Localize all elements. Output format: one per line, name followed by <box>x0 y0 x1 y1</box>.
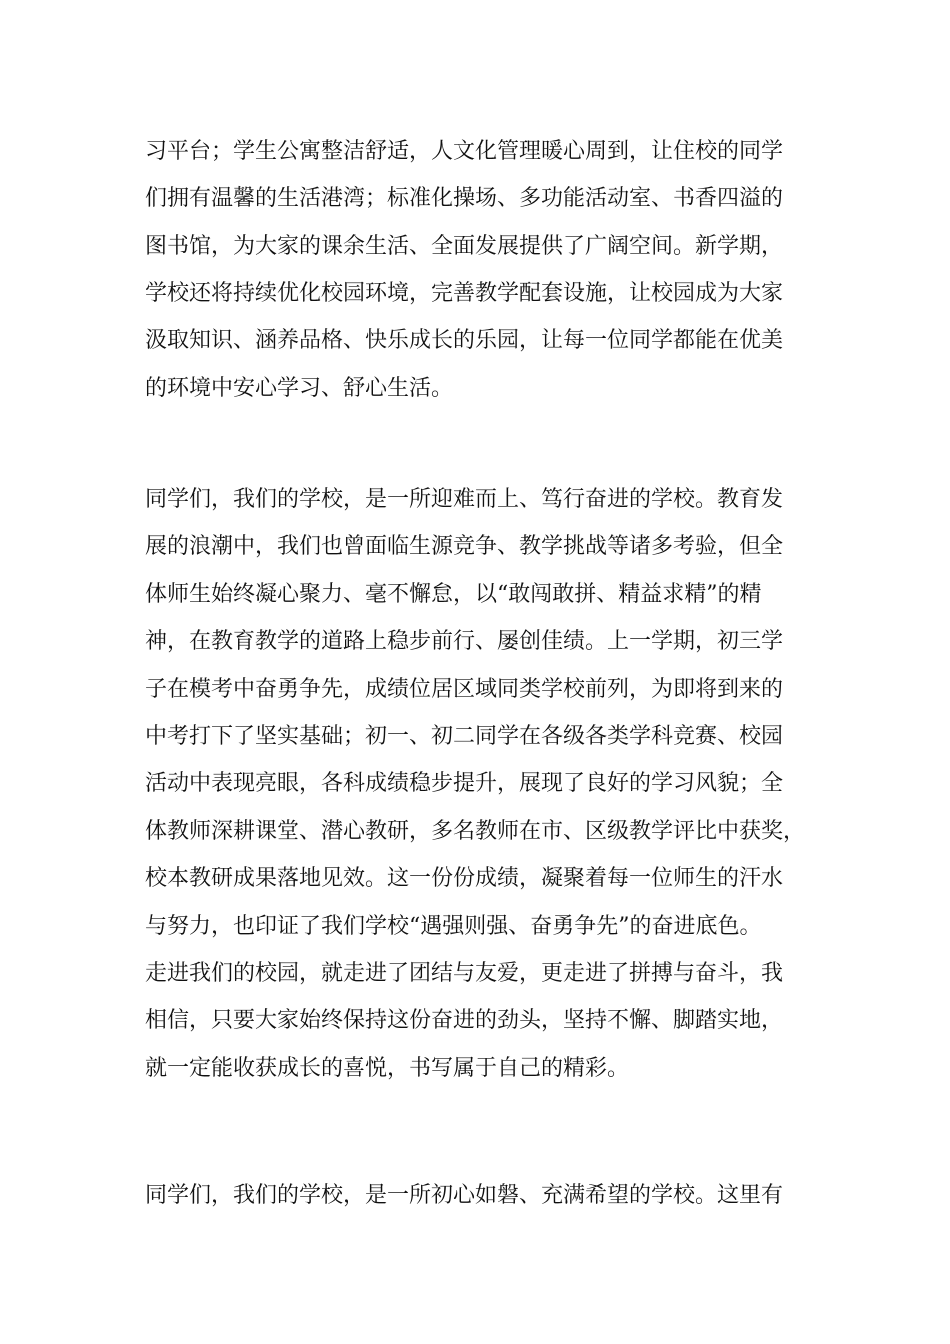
text-line: 们拥有温馨的生活港湾；标准化操场、多功能活动室、书香四溢的 <box>145 186 784 211</box>
text-line: 活动中表现亮眼，各科成绩稳步提升，展现了良好的学习风貌；全 <box>145 771 784 796</box>
text-line: 习平台；学生公寓整洁舒适，人文化管理暖心周到，让住校的同学 <box>145 139 784 164</box>
text-line: 校本教研成果落地见效。这一份份成绩，凝聚着每一位师生的汗水 <box>145 866 784 891</box>
text-line: 相信，只要大家始终保持这份奋进的劲头，坚持不懈、脚踏实地， <box>145 1008 784 1033</box>
text-line: 与努力，也印证了我们学校“遇强则强、奋勇争先”的奋进底色。 <box>145 914 762 939</box>
text-line: 图书馆，为大家的课余生活、全面发展提供了广阔空间。新学期， <box>145 234 784 259</box>
text-line: 展的浪潮中，我们也曾面临生源竞争、教学挑战等诸多考验，但全 <box>145 534 784 559</box>
text-line: 神，在教育教学的道路上稳步前行、屡创佳绩。上一学期，初三学 <box>145 629 784 654</box>
text-line: 中考打下了坚实基础；初一、初二同学在各级各类学科竞赛、校园 <box>145 724 784 749</box>
text-line: 走进我们的校园，就走进了团结与友爱，更走进了拼搏与奋斗，我 <box>145 961 784 986</box>
text-line: 学校还将持续优化校园环境，完善教学配套设施，让校园成为大家 <box>145 281 784 306</box>
text-line: 子在模考中奋勇争先，成绩位居区域同类学校前列，为即将到来的 <box>145 677 784 702</box>
text-line: 体教师深耕课堂、潜心教研，多名教师在市、区级教学评比中获奖， <box>145 819 806 844</box>
text-line: 同学们，我们的学校，是一所初心如磐、充满希望的学校。这里有 <box>145 1183 784 1208</box>
text-line: 汲取知识、涵养品格、快乐成长的乐园，让每一位同学都能在优美 <box>145 328 784 353</box>
text-line: 同学们，我们的学校，是一所迎难而上、笃行奋进的学校。教育发 <box>145 487 784 512</box>
text-line: 体师生始终凝心聚力、毫不懈怠，以“敢闯敢拼、精益求精”的精 <box>145 582 762 607</box>
text-line: 就一定能收获成长的喜悦，书写属于自己的精彩。 <box>145 1056 630 1081</box>
text-line: 的环境中安心学习、舒心生活。 <box>145 376 454 401</box>
